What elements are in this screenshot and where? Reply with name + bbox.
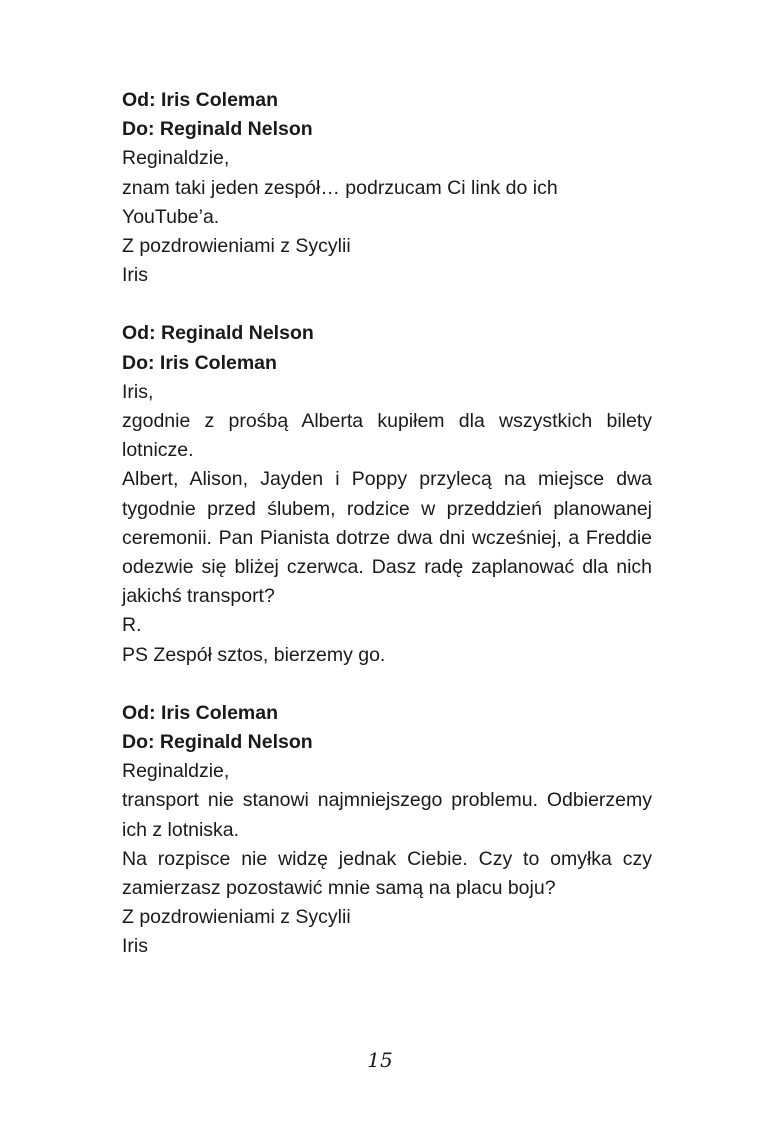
email-from: Od: Iris Coleman: [122, 701, 279, 724]
email-to: Do: Iris Coleman: [122, 351, 277, 374]
page-number: 15: [367, 1048, 393, 1072]
email-paragraph: znam taki jeden zespół… podrzucam Ci link do ich YouTube’a.: [122, 176, 558, 228]
email-signature: Iris: [122, 264, 148, 287]
email-from: Od: Iris Coleman: [122, 89, 279, 111]
email-greeting: Iris,: [122, 380, 154, 403]
email-paragraph: zgodnie z prośbą Alberta kupiłem dla wszystkich bilety lotnicze.: [122, 410, 652, 462]
email-greeting: Reginaldzie,: [122, 147, 230, 170]
email-from: Od: Reginald Nelson: [122, 322, 314, 345]
email-paragraph: Albert, Alison, Jayden i Poppy przylecą na miejsce dwa tygodnie przed ślubem, rodzice w przeddzień planowanej ceremonii. Pan Pianista dotrze dwa dni wcześniej, a Freddie odezwie się bliżej czerwca. Dasz radę zaplanować dla nich jakichś transport?: [122, 468, 652, 608]
email-closing: Z pozdrowieniami z Sycylii: [122, 235, 351, 258]
email-signature: R.: [122, 614, 142, 637]
email-3: [122, 699, 652, 962]
email-2: [122, 319, 652, 669]
email-paragraph: transport nie stanowi najmniejszego problemu. Odbierzemy ich z lotniska.: [122, 789, 652, 841]
email-1: [122, 86, 652, 290]
page-content: [122, 86, 652, 991]
email-paragraph: Na rozpisce nie widzę jednak Ciebie. Czy to omyłka czy zamierzasz pozostawić mnie samą na placu boju?: [122, 847, 652, 900]
email-to: Do: Reginald Nelson: [122, 118, 313, 141]
email-signature: Iris: [122, 935, 148, 958]
email-postscript: PS Zespół sztos, bierzemy go.: [122, 643, 386, 666]
email-to: Do: Reginald Nelson: [122, 731, 313, 754]
email-closing: Z pozdrowieniami z Sycylii: [122, 906, 351, 929]
email-greeting: Reginaldzie,: [122, 760, 230, 783]
